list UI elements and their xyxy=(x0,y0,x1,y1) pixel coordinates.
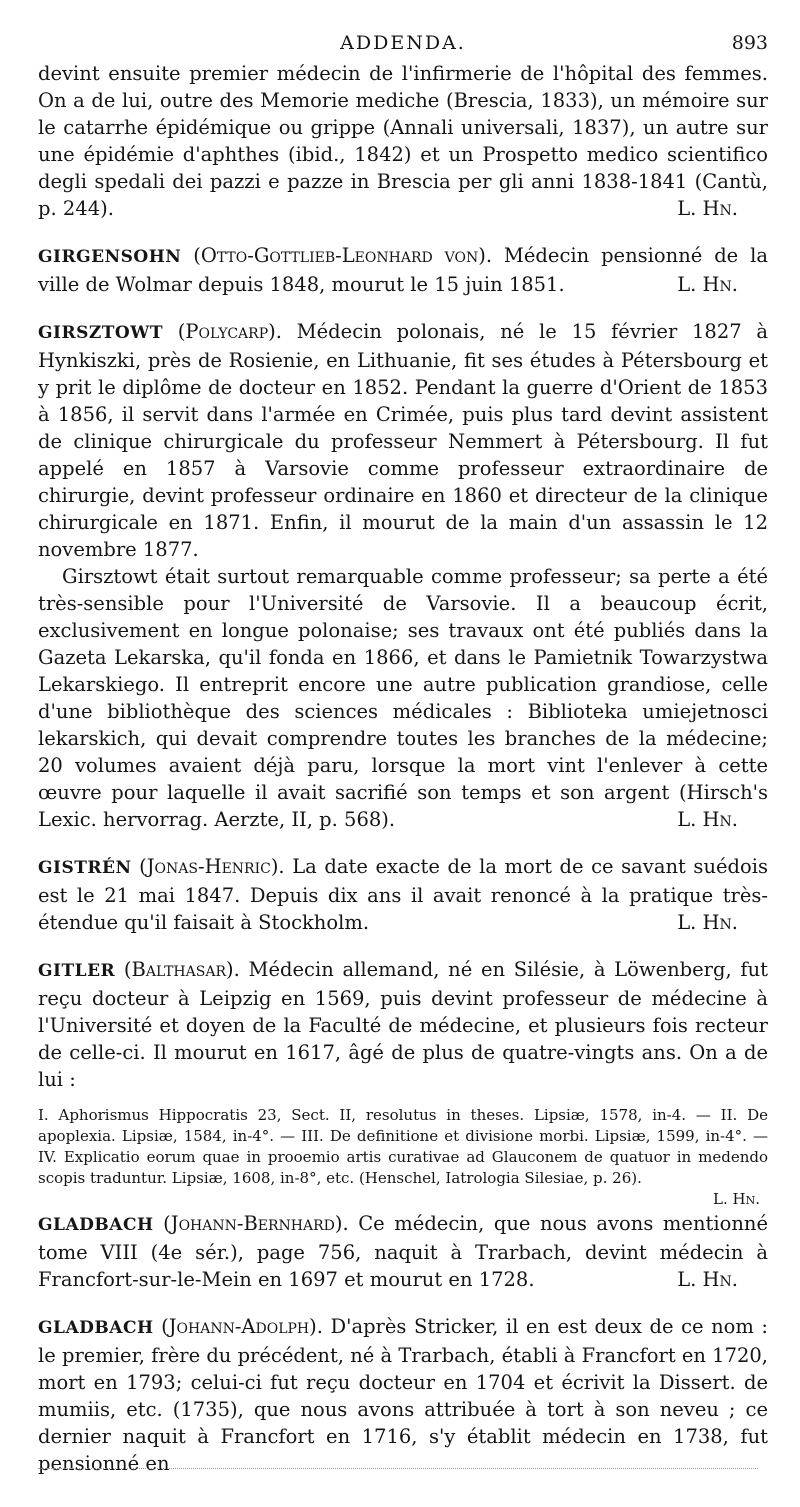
headword: GIRGENSOHN xyxy=(38,247,182,267)
given-names: (Jonas-Henric). xyxy=(139,855,285,878)
entry-paragraph xyxy=(38,242,768,298)
running-title: ADDENDA. xyxy=(340,32,466,54)
entry-text: D'après Stricker, il en est deux de ce nom : le premier, frère du précédent, né à Trarbach, établi à Francfort en 1720, mort en 1793; celui-ci fut reçu docteur en 1704 et écrivit la Dissert. de mumiis, etc. (1735), que nous avons attribuée à tort à son neveu ; ce dernier naquit à Francfort en 1716, s'y établit médecin en 1738, fut pensionné en xyxy=(38,1315,768,1475)
entry-gistren xyxy=(38,853,768,936)
given-names: (Balthasar). xyxy=(123,958,240,981)
entry-paragraph xyxy=(38,956,768,1093)
headword: GLADBACH xyxy=(38,1215,154,1235)
intro-paragraph xyxy=(38,60,768,222)
given-names: (Johann-Adolph). xyxy=(161,1315,323,1338)
signature: L. Hn. xyxy=(677,911,738,934)
entry-text: Médecin pensionné de la ville de Wolmar depuis 1848, mourut le 15 juin 1851. xyxy=(38,244,768,296)
headword: GIRSZTOWT xyxy=(38,323,163,343)
entry-paragraph xyxy=(38,563,768,833)
entry-paragraph xyxy=(38,1313,768,1477)
signature: L. Hn. xyxy=(713,1190,760,1208)
entry-paragraph xyxy=(38,318,768,563)
entry-text: Médecin polonais, né le 15 février 1827 à Hynkiszki, près de Rosienie, en Lithuanie, fit ses études à Pétersbourg et y prit le diplôme de docteur en 1852. Pendant la guerre d'Orient de 1853 à 1856, il servit dans l'armée en Crimée, puis plus tard devint assistent de clinique chirurgicale du professeur Nemmert à Pétersbourg. Il fut appelé en 1857 à Varsovie comme professeur extraordinaire de chirurgie, devint professeur ordinaire en 1860 et directeur de la clinique chirurgicale en 1871. Enfin, il mourut de la main d'un assassin le 12 novembre 1877. xyxy=(38,320,768,561)
signature: L. Hn. xyxy=(677,197,738,220)
entry-girsztowt xyxy=(38,318,768,833)
entry-paragraph xyxy=(38,1210,768,1293)
entry-gladbach-adolph xyxy=(38,1313,768,1477)
entry-gladbach-bernhard xyxy=(38,1210,768,1293)
entry-text: Girsztowt était surtout remarquable comme professeur; sa perte a été très-sensible pour l'Université de Varsovie. Il a beaucoup écrit, exclusivement en longue polonaise; ses travaux ont été publiés dans la Gazeta Lekarska, qu'il fonda en 1866, et dans le Pamietnik Towarzystwa Lekarskiego. Il entreprit encore une autre publication grandiose, celle d'une bibliothèque des sciences médicales : Biblioteka umiejetnosci lekarskich, qui devait comprendre toutes les branches de la médecine; 20 volumes avaient déjà paru, lorsque la mort vint l'enlever à cette œuvre pour laquelle il avait sacrifié son temps et son argent (Hirsch's Lexic. hervorrag. Aerzte, II, p. 568). xyxy=(38,565,768,831)
entry-paragraph xyxy=(38,853,768,936)
page xyxy=(38,28,768,1477)
headword: GITLER xyxy=(38,961,116,981)
headword: GLADBACH xyxy=(38,1318,154,1338)
signature: L. Hn. xyxy=(677,808,738,831)
running-header xyxy=(38,28,768,60)
page-bottom-rule xyxy=(38,1468,758,1470)
entry-text: La date exacte de la mort de ce savant suédois est le 21 mai 1847. Depuis dix ans il avait renoncé à la pratique très-étendue qu'il faisait à Stockholm. xyxy=(38,855,769,934)
signature: L. Hn. xyxy=(677,273,738,296)
headword: GISTRÉN xyxy=(38,858,132,878)
intro-text: devint ensuite premier médecin de l'infirmerie de l'hôpital des femmes. On a de lui, outre des Memorie mediche (Brescia, 1833), un mémoire sur le catarrhe épidémique ou grippe (Annali universali, 1837), un autre sur une épidémie d'aphthes (ibid., 1842) et un Prospetto medico scientifico degli spedali dei pazzi e pazze in Brescia per gli anni 1838-1841 (Cantù, p. 244). xyxy=(38,62,768,220)
bibliography-text: I. Aphorismus Hippocratis 23, Sect. II, resolutus in theses. Lipsiæ, 1578, in-4. — II. De apoplexia. Lipsiæ, 1584, in-4°. — III. De definitione et divisione morbi. Lipsiæ, 1599, in-4°. — IV. Explicatio eorum quae in prooemio artis curativae ad Glauconem de quatuor in medendo scopis traduntur. Lipsiæ, 1608, in-8°, etc. (Henschel, Iatrologia Silesiae, p. 26). xyxy=(38,1106,768,1187)
given-names: (Polycarp). xyxy=(177,320,282,343)
bibliography xyxy=(38,1105,768,1208)
entry-text: Ce médecin, que nous avons mentionné tome VIII (4e sér.), page 756, naquit à Trarbach, devint médecin à Francfort-sur-le-Mein en 1697 et mourut en 1728. xyxy=(38,1212,768,1291)
entry-text: Médecin allemand, né en Silésie, à Löwenberg, fut reçu docteur à Leipzig en 1569, puis devint professeur de médecine à l'Université et doyen de la Faculté de médecine, et plusieurs fois recteur de celle-ci. Il mourut en 1617, âgé de plus de quatre-vingts ans. On a de lui : xyxy=(38,958,769,1091)
entry-gitler xyxy=(38,956,769,1208)
given-names: (Otto-Gottlieb-Leonhard von). xyxy=(193,244,493,267)
page-number: 893 xyxy=(731,32,768,54)
entry-girgensohn xyxy=(38,242,768,298)
signature: L. Hn. xyxy=(677,1268,738,1291)
given-names: (Johann-Bernhard). xyxy=(163,1212,349,1235)
